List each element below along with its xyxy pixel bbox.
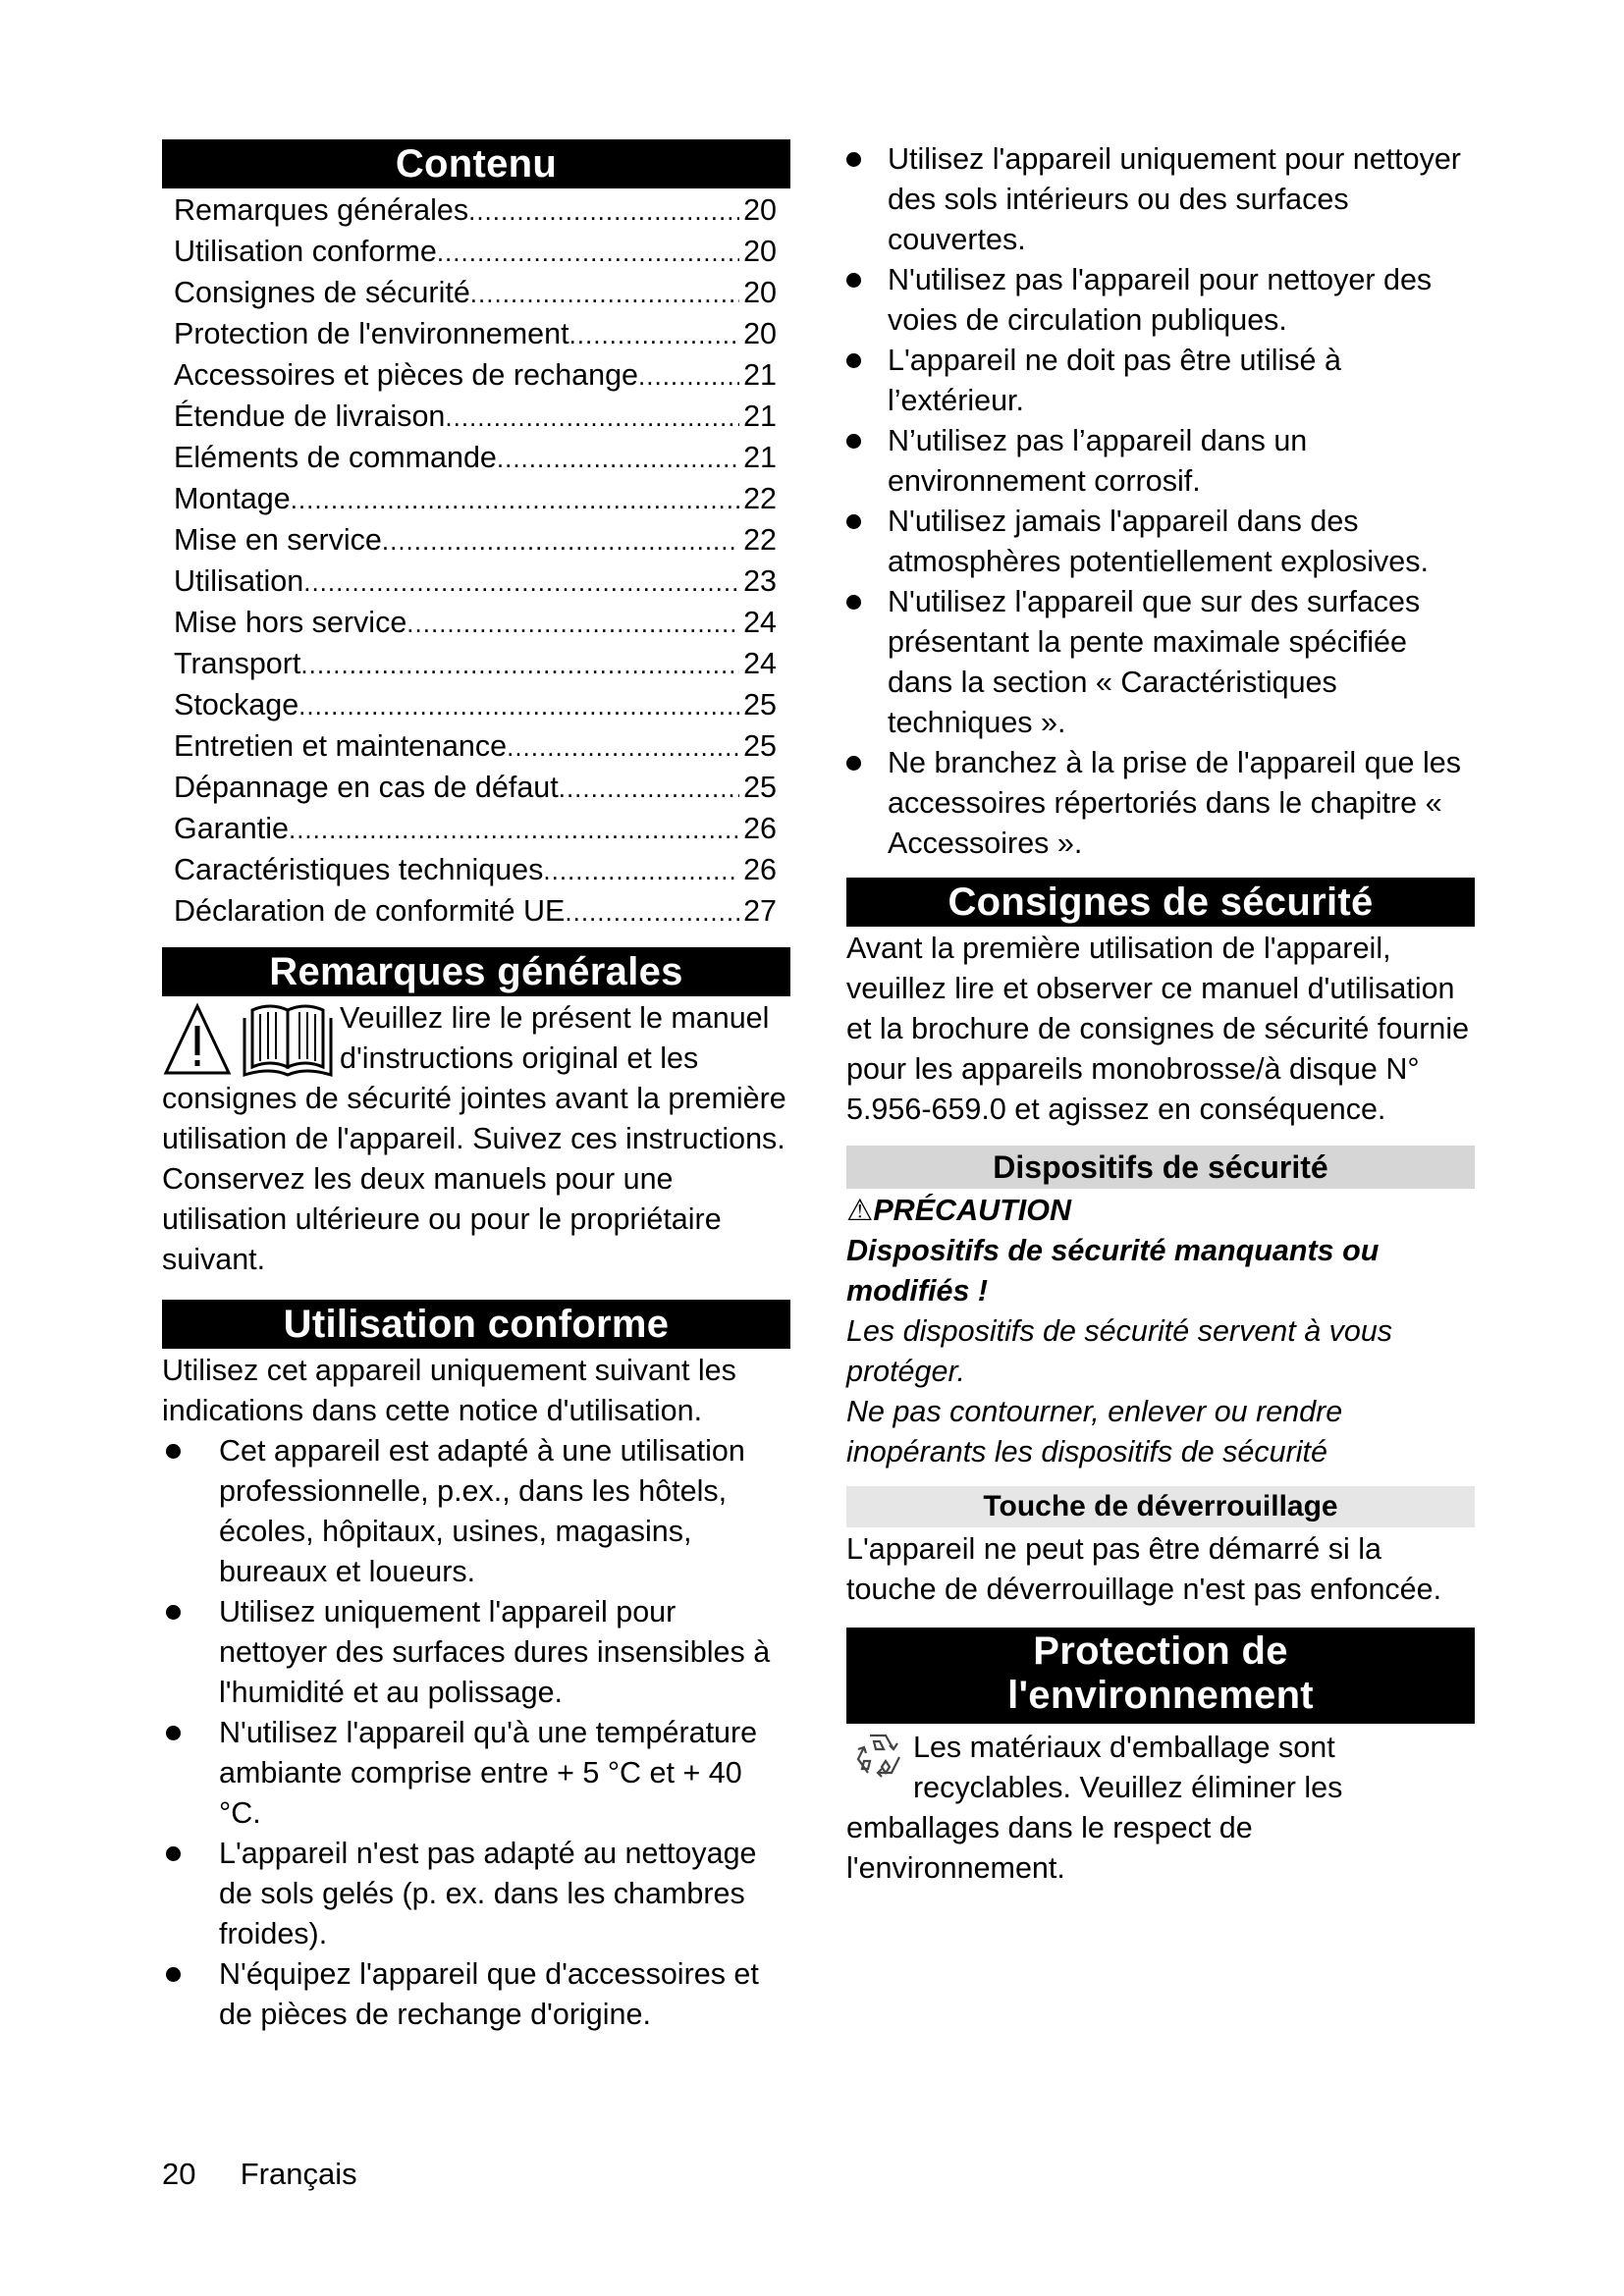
toc-leader-dots: [437, 233, 739, 273]
toc-leader-dots: [497, 439, 739, 479]
bullet-item: [162, 1954, 790, 2035]
toc-leader-dots: [445, 398, 739, 438]
bullet-text: N’utilisez pas l’appareil dans un environnement corrosif.: [888, 424, 1308, 498]
toc-entry-label: Utilisation conforme: [174, 235, 437, 268]
bullet-item: [846, 260, 1475, 341]
bullet-item: [162, 1713, 790, 1834]
caution-text-2: Ne pas contourner, enlever ou rendre inopérants les dispositifs de sécurité: [846, 1395, 1343, 1468]
recycling-icon: [846, 1728, 909, 1789]
footer-language: Français: [240, 2157, 357, 2191]
toc-leader-dots: [468, 191, 739, 232]
intended-use-bullets: [162, 1431, 790, 2035]
bullet-item: [846, 743, 1475, 864]
bullet-item: [162, 1592, 790, 1713]
intended-use-bullets-continued: [846, 139, 1475, 864]
toc-leader-dots: [507, 727, 739, 768]
bullet-text: Utilisez l'appareil uniquement pour nettoyer des sols intérieurs ou des surfaces couvertes.: [888, 142, 1461, 256]
toc-entry-page: 21: [743, 441, 777, 474]
toc-entry-label: Mise en service: [174, 523, 382, 557]
toc-entry: [174, 850, 777, 891]
bullet-dot-icon: [166, 1726, 181, 1740]
toc-leader-dots: [559, 769, 739, 809]
toc-entry: [174, 397, 777, 438]
intended-use-heading: Utilisation conforme: [162, 1300, 790, 1349]
bullet-text: N'utilisez pas l'appareil pour nettoyer des voies de circulation publiques.: [888, 263, 1433, 337]
toc-entry-label: Stockage: [174, 688, 299, 721]
toc-leader-dots: [470, 274, 739, 314]
toc-leader-dots: [565, 892, 739, 933]
left-column: [162, 139, 790, 2035]
bullet-dot-icon: [846, 434, 861, 449]
toc-entry-page: 24: [743, 606, 777, 639]
bullet-text: N'utilisez l'appareil qu'à une température ambiante comprise entre + 5 °C et + 40 °C.: [219, 1716, 758, 1830]
toc-entry-label: Utilisation: [174, 564, 304, 598]
toc-entry-label: Caractéristiques techniques: [174, 853, 544, 886]
caution-text-1: Les dispositifs de sécurité servent à vous protéger.: [846, 1314, 1393, 1388]
unlock-key-text: L'appareil ne peut pas être démarré si la touche de déverrouillage n'est pas enfoncée.: [846, 1532, 1442, 1606]
toc-entry-page: 26: [743, 853, 777, 886]
toc-entry-label: Consignes de sécurité: [174, 276, 470, 309]
toc-entry-page: 24: [743, 647, 777, 680]
caution-heading: Dispositifs de sécurité manquants ou modifiés !: [846, 1234, 1380, 1308]
toc-entry-label: Entretien et maintenance: [174, 729, 508, 763]
toc-entry-page: 25: [743, 729, 777, 763]
environment-heading: [846, 1628, 1475, 1724]
bullet-text: Utilisez uniquement l'appareil pour nettoyer des surfaces dures insensibles à l'humidité et au polissage.: [219, 1595, 771, 1709]
general-notes-para1: Veuillez lire le présent le manuel d'instructions original et les consignes de sécurité jointes avant la première utilisation de l'appareil. Suivez ces instructions.: [162, 1001, 786, 1155]
toc-entry: [174, 438, 777, 479]
toc-entry-page: 26: [743, 812, 777, 845]
bullet-dot-icon: [846, 273, 861, 288]
toc-entry-page: 21: [743, 400, 777, 433]
toc-entry: [174, 768, 777, 809]
bullet-text: Cet appareil est adapté à une utilisation professionnelle, p.ex., dans les hôtels, écoles, hôpitaux, usines, magasins, bureaux et loueurs.: [219, 1434, 745, 1588]
toc-entry: [174, 644, 777, 685]
caution-label-text: PRÉCAUTION: [873, 1194, 1071, 1227]
manual-book-icon: [244, 1006, 331, 1075]
caution-label: [846, 1191, 1475, 1231]
toc-entry-label: Remarques générales: [174, 193, 469, 227]
toc-entry-label: Mise hors service: [174, 606, 407, 639]
bullet-item: [846, 139, 1475, 260]
toc-entry-page: 20: [743, 235, 777, 268]
bullet-text: N'équipez l'appareil que d'accessoires et de pièces de rechange d'origine.: [219, 1957, 759, 2031]
toc-entry-label: Étendue de livraison: [174, 400, 446, 433]
environment-heading-line2: l'environnement: [1007, 1674, 1314, 1717]
toc-entry: [174, 809, 777, 850]
toc-entry-page: 22: [743, 523, 777, 557]
general-notes-body: [162, 998, 790, 1280]
toc-entry: [174, 891, 777, 933]
toc-entry-label: Garantie: [174, 812, 289, 845]
bullet-dot-icon: [846, 756, 861, 771]
environment-heading-line1: Protection de: [1033, 1629, 1288, 1673]
general-notes-heading: Remarques générales: [162, 947, 790, 996]
toc-entry: [174, 603, 777, 644]
bullet-item: [846, 582, 1475, 743]
toc-entry-label: Protection de l'environnement: [174, 317, 569, 350]
right-column: [846, 139, 1475, 1889]
bullet-dot-icon: [846, 152, 861, 167]
toc-entry: [174, 355, 777, 397]
toc-entry-page: 27: [743, 894, 777, 928]
toc-leader-dots: [303, 562, 739, 603]
toc-leader-dots: [638, 356, 739, 397]
table-of-contents: [162, 190, 790, 933]
toc-entry-label: Transport: [174, 647, 301, 680]
toc-entry: [174, 479, 777, 520]
contents-heading: Contenu: [162, 139, 790, 188]
toc-entry: [174, 232, 777, 273]
toc-leader-dots: [406, 604, 739, 644]
warning-triangle-icon: [162, 998, 334, 1079]
bullet-dot-icon: [166, 1846, 181, 1861]
toc-entry: [174, 314, 777, 355]
toc-entry: [174, 561, 777, 603]
safety-intro: Avant la première utilisation de l'appareil, veuillez lire et observer ce manuel d'utilisation et la brochure de consignes de sécurité fournie pour les appareils monobrosse/à disque N° 5.956-659.0 et agissez en conséquence.: [846, 932, 1470, 1126]
toc-entry-page: 23: [743, 564, 777, 598]
toc-leader-dots: [300, 645, 739, 685]
bullet-text: L'appareil n'est pas adapté au nettoyage de sols gelés (p. ex. dans les chambres froides).: [219, 1837, 757, 1950]
bullet-item: [846, 502, 1475, 582]
toc-entry-page: 21: [743, 358, 777, 392]
bullet-dot-icon: [846, 353, 861, 368]
bullet-dot-icon: [166, 1967, 181, 1982]
safety-heading: Consignes de sécurité: [846, 878, 1475, 927]
bullet-item: [162, 1431, 790, 1592]
toc-entry-page: 22: [743, 482, 777, 515]
bullet-item: [162, 1834, 790, 1954]
bullet-item: [846, 341, 1475, 421]
toc-entry: [174, 190, 777, 232]
toc-leader-dots: [382, 521, 739, 561]
toc-entry: [174, 520, 777, 561]
bullet-dot-icon: [846, 514, 861, 529]
toc-leader-dots: [291, 480, 739, 520]
bullet-dot-icon: [166, 1605, 181, 1620]
toc-entry-label: Accessoires et pièces de rechange: [174, 358, 639, 392]
toc-leader-dots: [543, 851, 739, 891]
toc-entry: [174, 273, 777, 314]
environment-body: [846, 1728, 1475, 1889]
intended-use-intro: Utilisez cet appareil uniquement suivant les indications dans cette notice d'utilisation.: [162, 1354, 736, 1427]
bullet-text: L'appareil ne doit pas être utilisé à l’extérieur.: [888, 344, 1341, 417]
toc-entry-page: 25: [743, 688, 777, 721]
toc-leader-dots: [569, 315, 740, 355]
general-notes-para2: Conservez les deux manuels pour une utilisation ultérieure ou pour le propriétaire suivant.: [162, 1162, 722, 1276]
unlock-key-heading: Touche de déverrouillage: [846, 1486, 1475, 1527]
toc-entry: [174, 685, 777, 726]
bullet-text: N'utilisez jamais l'appareil dans des atmosphères potentiellement explosives.: [888, 505, 1429, 578]
toc-entry-page: 20: [743, 276, 777, 309]
warning-manual-icons: [162, 998, 334, 1079]
toc-entry-label: Montage: [174, 482, 291, 515]
bullet-dot-icon: [846, 595, 861, 610]
toc-entry-page: 20: [743, 193, 777, 227]
bullet-text: Ne branchez à la prise de l'appareil que les accessoires répertoriés dans le chapitre « Accessoires ».: [888, 746, 1461, 860]
toc-entry-label: Déclaration de conformité UE: [174, 894, 566, 928]
toc-entry-label: Eléments de commande: [174, 441, 497, 474]
bullet-item: [846, 421, 1475, 502]
caution-triangle-icon: ⚠: [846, 1194, 874, 1227]
toc-leader-dots: [298, 686, 739, 726]
safety-devices-heading: Dispositifs de sécurité: [846, 1146, 1475, 1189]
page-number: 20: [162, 2157, 196, 2191]
toc-entry-label: Dépannage en cas de défaut: [174, 771, 559, 804]
bullet-dot-icon: [166, 1444, 181, 1459]
page-footer: [162, 2155, 357, 2194]
bullet-text: N'utilisez l'appareil que sur des surfaces présentant la pente maximale spécifiée dans la section « Caractéristiques techniques ».: [888, 585, 1421, 739]
toc-entry-page: 20: [743, 317, 777, 350]
toc-leader-dots: [289, 810, 739, 850]
environment-text: Les matériaux d'emballage sont recyclables. Veuillez éliminer les emballages dans le respect de l'environnement.: [846, 1731, 1343, 1885]
toc-entry: [174, 726, 777, 768]
toc-entry-page: 25: [743, 771, 777, 804]
